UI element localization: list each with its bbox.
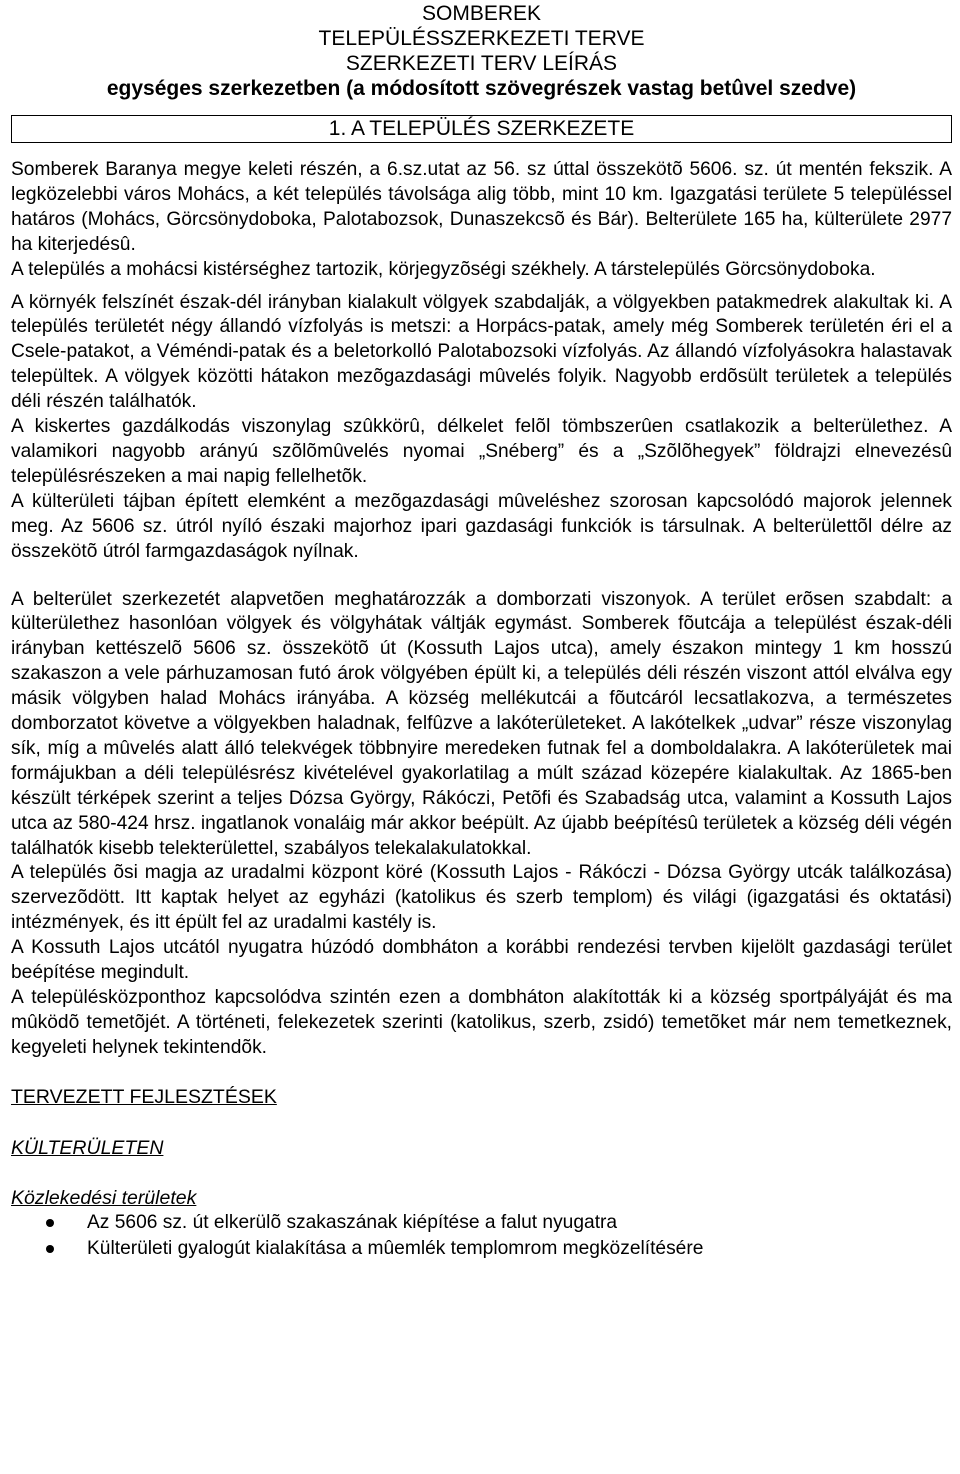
title-line-2: TELEPÜLÉSSZERKEZETI TERVE (318, 27, 645, 50)
development-list (11, 1210, 952, 1262)
paragraph-location: Somberek Baranya megye keleti részén, a 6.sz.utat az 56. sz úttal összekötõ 5606. sz. út mentén fekszik. A legközelebbi város Mohács, a két település távolsága alig több, mint 10 km. Igazgatási területe 5 településsel határos (Mohács, Görcsönydoboka, Palotabozsok, Dunaszekcsõ és Bár). Belterülete 165 ha, külterülete 2977 ha kiterjedésû. (11, 159, 952, 255)
bullet-icon (46, 1245, 54, 1253)
list-item-text: Az 5606 sz. út elkerülõ szakaszának kiépítése a falut nyugatra (87, 1211, 618, 1233)
list-item (11, 1210, 952, 1236)
paragraph-economic-area: A Kossuth Lajos utcától nyugatra húzódó dombháton a korábbi rendezési tervben kijelölt gazdasági terület beépítése megindult. (11, 937, 952, 984)
list-item-text: Külterületi gyalogút kialakítása a mûemlék templomrom megközelítésére (87, 1237, 704, 1259)
chapter-heading: 1. A TELEPÜLÉS SZERKEZETE (11, 115, 952, 143)
paragraph-structure: A belterület szerkezetét alapvetõen meghatározzák a domborzati viszonyok. A terület erõsen szabdalt: a külterülethez hasonlóan völgyek és völgyhátak váltják egymást. Somberek fõutcája a települést észak-déli irányban kettészelõ 5606 sz. összekötõ út (Kossuth Lajos utca), amely északon mintegy 1 km hosszú szakaszon a vele párhuzamosan futó árok völgyében épült ki, a település déli részén viszont attól elválva egy másik völgyben halad Mohács irányába. A község mellékutcái a fõutcáról lecsatlakozva, a természetes domborzatot követve a völgyekben haladnak, felfûzve a lakóterületeket. A lakótelkek „udvar” része viszonylag sík, míg a mûvelés alatt álló telekvégek többnyire meredeken futnak fel a domboldalakra. A lakóterületek mai formájukban a déli településrész kivételével gyakorlatilag a múlt század közepére kialakultak. Az 1865-ben készült térképek szerint a teljes Dózsa György, Rákóczi, Petõfi és Szabadság utca, valamint a Kossuth Lajos utca az 580-424 hrsz. ingatlanok vonaláig már akkor beépült. Az újabb beépítésû területek a község déli végén találhatók kisebb telekterülettel, szabályos telekalakulatokkal. (11, 588, 952, 859)
title-line-4: egységes szerkezetben (a módosított szövegrészek vastag betûvel szedve) (106, 77, 857, 100)
title-line-1: SOMBEREK (421, 2, 542, 25)
title-line-3: SZERKEZETI TERV LEÍRÁS (345, 52, 618, 75)
heading-outskirts: KÜLTERÜLETEN (11, 1136, 164, 1159)
paragraph-farmsteads: A külterületi tájban épített elemként a mezõgazdasági mûveléshez szorosan kapcsolódó majorok jelennek meg. Az 5606 sz. útról nyíló északi majorhoz ipari gazdasági funkciók is társulnak. A belterülettõl délre az összekötõ útról farmgazdaságok nyílnak. (11, 490, 952, 562)
bullet-icon (46, 1219, 54, 1227)
paragraph-gardening: A kiskertes gazdálkodás viszonylag szûkkörû, délkelet felõl tömbszerûen csatlakozik a belterülethez. A valamikori nagyobb arányú szõlõmûvelés nyomai „Snéberg” és a „Szõlõhegyek” földrajzi elnevezésû településrészeken a mai napig fellelhetõk. (11, 416, 952, 487)
paragraph-core: A település õsi magja az uradalmi központ köré (Kossuth Lajos - Rákóczi - Dózsa György utcák találkozása) szervezõdött. Itt kaptak helyet az egyházi (katolikus és szerb templom) és világi (igazgatási és oktatási) intézmények, és itt épült fel az uradalmi kastély is. (11, 862, 952, 934)
paragraph-microregion: A település a mohácsi kistérséghez tartozik, körjegyzõségi székhely. A társtelepülés Görcsönydoboka. (11, 258, 876, 280)
document-page (11, 0, 952, 1262)
paragraph-terrain: A környék felszínét észak-dél irányban kialakult völgyek szabdalják, a völgyekben patakmedrek alakultak ki. A település területét négy állandó vízfolyás is metszi: a Horpács-patak, amely még Somberek területén éri el a Csele-patakot, a Véméndi-patak és a beletorkolló Palotabozsoki vízfolyás. Az állandó vízfolyásokra halastavak települtek. A völgyek közötti hátakon mezõgazdasági mûvelés folyik. Nagyobb erdõsült területek a település déli részén találhatók. (11, 291, 952, 413)
list-item (11, 1236, 952, 1262)
paragraph-cemeteries: A településközponthoz kapcsolódva szintén ezen a dombháton alakították ki a község sportpályáját és ma mûködõ temetõjét. A történeti, felekezetek szerinti (katolikus, szerb, zsidó) temetõket már nem temetkeznek, kegyeleti helynek tekintendõk. (11, 987, 952, 1058)
document-title (11, 0, 952, 101)
heading-transport-areas: Közlekedési területek (11, 1186, 197, 1209)
heading-planned-developments: TERVEZETT FEJLESZTÉSEK (11, 1085, 277, 1108)
